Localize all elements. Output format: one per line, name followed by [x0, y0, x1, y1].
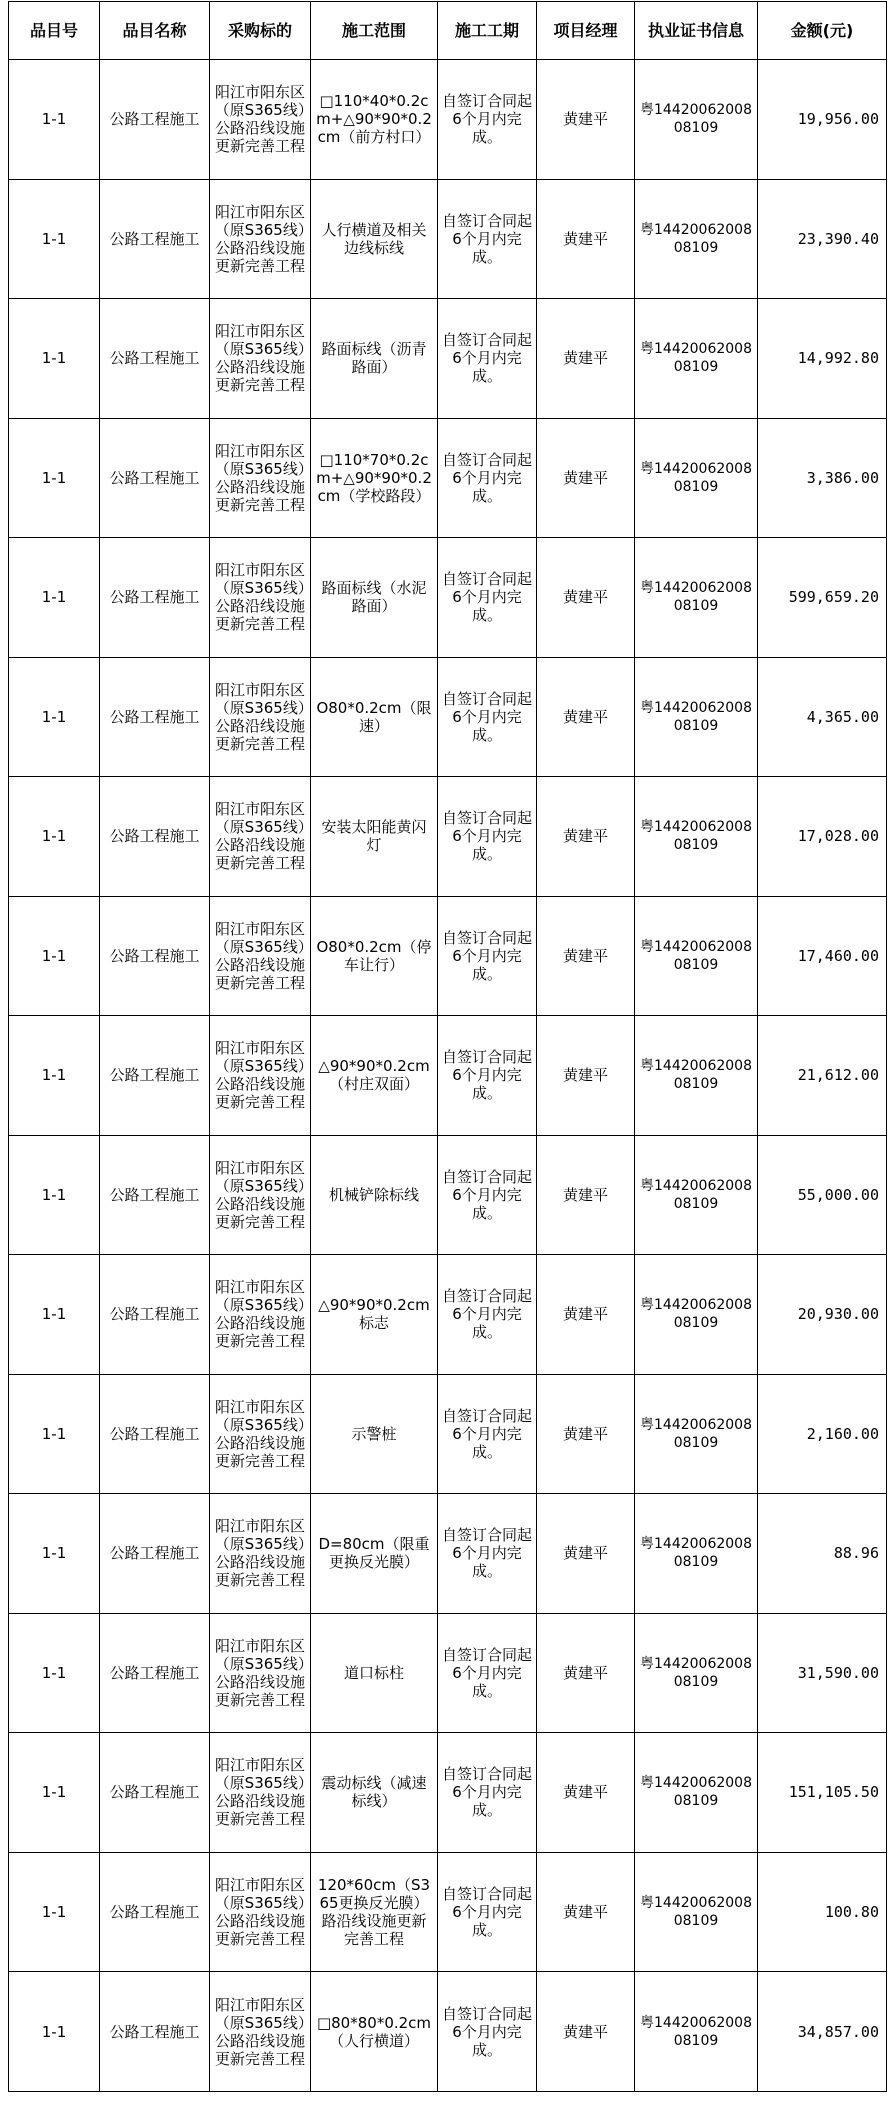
header-row — [9, 2, 887, 60]
cell-item-name: 公路工程施工 — [100, 657, 210, 777]
cell-amount: 100.80 — [758, 1852, 887, 1972]
cell-item-name: 公路工程施工 — [100, 60, 210, 180]
cell-period: 自签订合同起6个月内完成。 — [438, 1494, 537, 1614]
cell-manager: 黄建平 — [537, 1135, 635, 1255]
cell-scope: 示警桩 — [311, 1374, 438, 1494]
cell-period: 自签订合同起6个月内完成。 — [438, 1016, 537, 1136]
cell-target: 阳江市阳东区（原S365线）公路沿线设施更新完善工程 — [210, 1852, 311, 1972]
cell-manager: 黄建平 — [537, 1972, 635, 2092]
cell-scope: D=80cm（限重更换反光膜） — [311, 1494, 438, 1614]
cell-amount: 17,460.00 — [758, 896, 887, 1016]
cell-manager: 黄建平 — [537, 1613, 635, 1733]
cell-period: 自签订合同起6个月内完成。 — [438, 1135, 537, 1255]
cell-scope: O80*0.2cm（限速） — [311, 657, 438, 777]
cell-amount: 31,590.00 — [758, 1613, 887, 1733]
cell-manager: 黄建平 — [537, 1016, 635, 1136]
cell-scope: 人行横道及相关边线标线 — [311, 179, 438, 299]
cell-item-name: 公路工程施工 — [100, 1613, 210, 1733]
cell-cert: 粤1442006200808109 — [635, 538, 758, 658]
cell-item-no: 1-1 — [9, 1255, 100, 1375]
header-target: 采购标的 — [210, 2, 311, 60]
table-row — [9, 60, 887, 180]
table-row — [9, 418, 887, 538]
cell-period: 自签订合同起6个月内完成。 — [438, 1613, 537, 1733]
cell-amount: 151,105.50 — [758, 1733, 887, 1853]
cell-cert: 粤1442006200808109 — [635, 1613, 758, 1733]
cell-manager: 黄建平 — [537, 777, 635, 897]
cell-amount: 14,992.80 — [758, 299, 887, 419]
cell-scope: □110*70*0.2cm+△90*90*0.2cm（学校路段） — [311, 418, 438, 538]
cell-amount: 4,365.00 — [758, 657, 887, 777]
cell-manager: 黄建平 — [537, 418, 635, 538]
cell-cert: 粤1442006200808109 — [635, 1255, 758, 1375]
cell-cert: 粤1442006200808109 — [635, 1494, 758, 1614]
cell-scope: 震动标线（减速标线） — [311, 1733, 438, 1853]
cell-cert: 粤1442006200808109 — [635, 299, 758, 419]
cell-amount: 23,390.40 — [758, 179, 887, 299]
cell-manager: 黄建平 — [537, 896, 635, 1016]
cell-target: 阳江市阳东区（原S365线）公路沿线设施更新完善工程 — [210, 1016, 311, 1136]
cell-manager: 黄建平 — [537, 60, 635, 180]
cell-cert: 粤1442006200808109 — [635, 777, 758, 897]
cell-item-name: 公路工程施工 — [100, 1016, 210, 1136]
table-row — [9, 896, 887, 1016]
cell-item-no: 1-1 — [9, 1852, 100, 1972]
cell-period: 自签订合同起6个月内完成。 — [438, 418, 537, 538]
cell-item-no: 1-1 — [9, 1613, 100, 1733]
cell-cert: 粤1442006200808109 — [635, 1016, 758, 1136]
cell-manager: 黄建平 — [537, 657, 635, 777]
cell-item-name: 公路工程施工 — [100, 1374, 210, 1494]
cell-manager: 黄建平 — [537, 299, 635, 419]
cell-scope: △90*90*0.2cm（村庄双面） — [311, 1016, 438, 1136]
cell-target: 阳江市阳东区（原S365线）公路沿线设施更新完善工程 — [210, 179, 311, 299]
table-row — [9, 1733, 887, 1853]
cell-target: 阳江市阳东区（原S365线）公路沿线设施更新完善工程 — [210, 418, 311, 538]
cell-item-name: 公路工程施工 — [100, 1255, 210, 1375]
cell-manager: 黄建平 — [537, 179, 635, 299]
cell-scope: 道口标柱 — [311, 1613, 438, 1733]
cell-period: 自签订合同起6个月内完成。 — [438, 538, 537, 658]
cell-scope: 路面标线（沥青路面） — [311, 299, 438, 419]
table-row — [9, 657, 887, 777]
cell-amount: 55,000.00 — [758, 1135, 887, 1255]
table-body — [9, 60, 887, 2092]
cell-item-no: 1-1 — [9, 418, 100, 538]
table-row — [9, 777, 887, 897]
cell-period: 自签订合同起6个月内完成。 — [438, 179, 537, 299]
cell-item-no: 1-1 — [9, 1135, 100, 1255]
cell-amount: 599,659.20 — [758, 538, 887, 658]
cell-cert: 粤1442006200808109 — [635, 418, 758, 538]
cell-cert: 粤1442006200808109 — [635, 657, 758, 777]
table-row — [9, 1374, 887, 1494]
header-manager: 项目经理 — [537, 2, 635, 60]
cell-item-no: 1-1 — [9, 777, 100, 897]
cell-item-name: 公路工程施工 — [100, 179, 210, 299]
cell-cert: 粤1442006200808109 — [635, 1852, 758, 1972]
cell-scope: 安装太阳能黄闪灯 — [311, 777, 438, 897]
cell-item-no: 1-1 — [9, 299, 100, 419]
cell-amount: 2,160.00 — [758, 1374, 887, 1494]
cell-item-name: 公路工程施工 — [100, 1733, 210, 1853]
cell-amount: 17,028.00 — [758, 777, 887, 897]
cell-amount: 20,930.00 — [758, 1255, 887, 1375]
cell-target: 阳江市阳东区（原S365线）公路沿线设施更新完善工程 — [210, 1255, 311, 1375]
header-item-name: 品目名称 — [100, 2, 210, 60]
header-period: 施工工期 — [438, 2, 537, 60]
cell-target: 阳江市阳东区（原S365线）公路沿线设施更新完善工程 — [210, 299, 311, 419]
cell-period: 自签订合同起6个月内完成。 — [438, 1972, 537, 2092]
table-row — [9, 299, 887, 419]
cell-period: 自签订合同起6个月内完成。 — [438, 896, 537, 1016]
cell-item-name: 公路工程施工 — [100, 1852, 210, 1972]
cell-period: 自签订合同起6个月内完成。 — [438, 777, 537, 897]
cell-item-no: 1-1 — [9, 1374, 100, 1494]
table-row — [9, 179, 887, 299]
table-row — [9, 538, 887, 658]
cell-scope: 路面标线（水泥路面） — [311, 538, 438, 658]
cell-period: 自签订合同起6个月内完成。 — [438, 1852, 537, 1972]
table-row — [9, 1016, 887, 1136]
table-row — [9, 1613, 887, 1733]
cell-item-no: 1-1 — [9, 538, 100, 658]
cell-period: 自签订合同起6个月内完成。 — [438, 60, 537, 180]
cell-item-name: 公路工程施工 — [100, 1135, 210, 1255]
cell-item-name: 公路工程施工 — [100, 777, 210, 897]
cell-item-no: 1-1 — [9, 896, 100, 1016]
cell-manager: 黄建平 — [537, 1494, 635, 1614]
cell-item-no: 1-1 — [9, 1016, 100, 1136]
cell-item-no: 1-1 — [9, 60, 100, 180]
cell-period: 自签订合同起6个月内完成。 — [438, 1255, 537, 1375]
cell-cert: 粤1442006200808109 — [635, 60, 758, 180]
cell-target: 阳江市阳东区（原S365线）公路沿线设施更新完善工程 — [210, 1374, 311, 1494]
cell-item-name: 公路工程施工 — [100, 538, 210, 658]
cell-target: 阳江市阳东区（原S365线）公路沿线设施更新完善工程 — [210, 896, 311, 1016]
table-row — [9, 1494, 887, 1614]
cell-item-no: 1-1 — [9, 657, 100, 777]
table-row — [9, 1972, 887, 2092]
cell-item-name: 公路工程施工 — [100, 1494, 210, 1614]
cell-item-no: 1-1 — [9, 179, 100, 299]
cell-period: 自签订合同起6个月内完成。 — [438, 657, 537, 777]
cell-manager: 黄建平 — [537, 1255, 635, 1375]
cell-target: 阳江市阳东区（原S365线）公路沿线设施更新完善工程 — [210, 60, 311, 180]
cell-amount: 21,612.00 — [758, 1016, 887, 1136]
cell-item-no: 1-1 — [9, 1733, 100, 1853]
cell-item-no: 1-1 — [9, 1494, 100, 1614]
cell-amount: 34,857.00 — [758, 1972, 887, 2092]
cell-period: 自签订合同起6个月内完成。 — [438, 1733, 537, 1853]
cell-item-name: 公路工程施工 — [100, 896, 210, 1016]
cell-cert: 粤1442006200808109 — [635, 1374, 758, 1494]
header-amount: 金额(元) — [758, 2, 887, 60]
cell-target: 阳江市阳东区（原S365线）公路沿线设施更新完善工程 — [210, 1135, 311, 1255]
cell-target: 阳江市阳东区（原S365线）公路沿线设施更新完善工程 — [210, 1733, 311, 1853]
cell-item-name: 公路工程施工 — [100, 1972, 210, 2092]
cell-scope: △90*90*0.2cm标志 — [311, 1255, 438, 1375]
cell-period: 自签订合同起6个月内完成。 — [438, 1374, 537, 1494]
cell-target: 阳江市阳东区（原S365线）公路沿线设施更新完善工程 — [210, 1613, 311, 1733]
cell-manager: 黄建平 — [537, 538, 635, 658]
cell-manager: 黄建平 — [537, 1852, 635, 1972]
cell-target: 阳江市阳东区（原S365线）公路沿线设施更新完善工程 — [210, 538, 311, 658]
cell-period: 自签订合同起6个月内完成。 — [438, 299, 537, 419]
cell-manager: 黄建平 — [537, 1374, 635, 1494]
cell-target: 阳江市阳东区（原S365线）公路沿线设施更新完善工程 — [210, 1494, 311, 1614]
cell-scope: □110*40*0.2cm+△90*90*0.2cm（前方村口） — [311, 60, 438, 180]
cell-cert: 粤1442006200808109 — [635, 896, 758, 1016]
cell-cert: 粤1442006200808109 — [635, 1135, 758, 1255]
cell-amount: 88.96 — [758, 1494, 887, 1614]
cell-target: 阳江市阳东区（原S365线）公路沿线设施更新完善工程 — [210, 777, 311, 897]
cell-scope: □80*80*0.2cm（人行横道） — [311, 1972, 438, 2092]
cell-scope: O80*0.2cm（停车让行） — [311, 896, 438, 1016]
cell-cert: 粤1442006200808109 — [635, 1972, 758, 2092]
cell-scope: 120*60cm（S365更换反光膜）路沿线设施更新完善工程 — [311, 1852, 438, 1972]
header-scope: 施工范围 — [311, 2, 438, 60]
table-row — [9, 1852, 887, 1972]
cell-item-no: 1-1 — [9, 1972, 100, 2092]
cell-cert: 粤1442006200808109 — [635, 1733, 758, 1853]
header-cert: 执业证书信息 — [635, 2, 758, 60]
table-row — [9, 1255, 887, 1375]
header-item-no: 品目号 — [9, 2, 100, 60]
cell-manager: 黄建平 — [537, 1733, 635, 1853]
cell-cert: 粤1442006200808109 — [635, 179, 758, 299]
cell-amount: 3,386.00 — [758, 418, 887, 538]
cell-target: 阳江市阳东区（原S365线）公路沿线设施更新完善工程 — [210, 657, 311, 777]
cell-target: 阳江市阳东区（原S365线）公路沿线设施更新完善工程 — [210, 1972, 311, 2092]
cell-item-name: 公路工程施工 — [100, 418, 210, 538]
cell-amount: 19,956.00 — [758, 60, 887, 180]
cell-item-name: 公路工程施工 — [100, 299, 210, 419]
procurement-table — [8, 1, 887, 2092]
table-row — [9, 1135, 887, 1255]
cell-scope: 机械铲除标线 — [311, 1135, 438, 1255]
